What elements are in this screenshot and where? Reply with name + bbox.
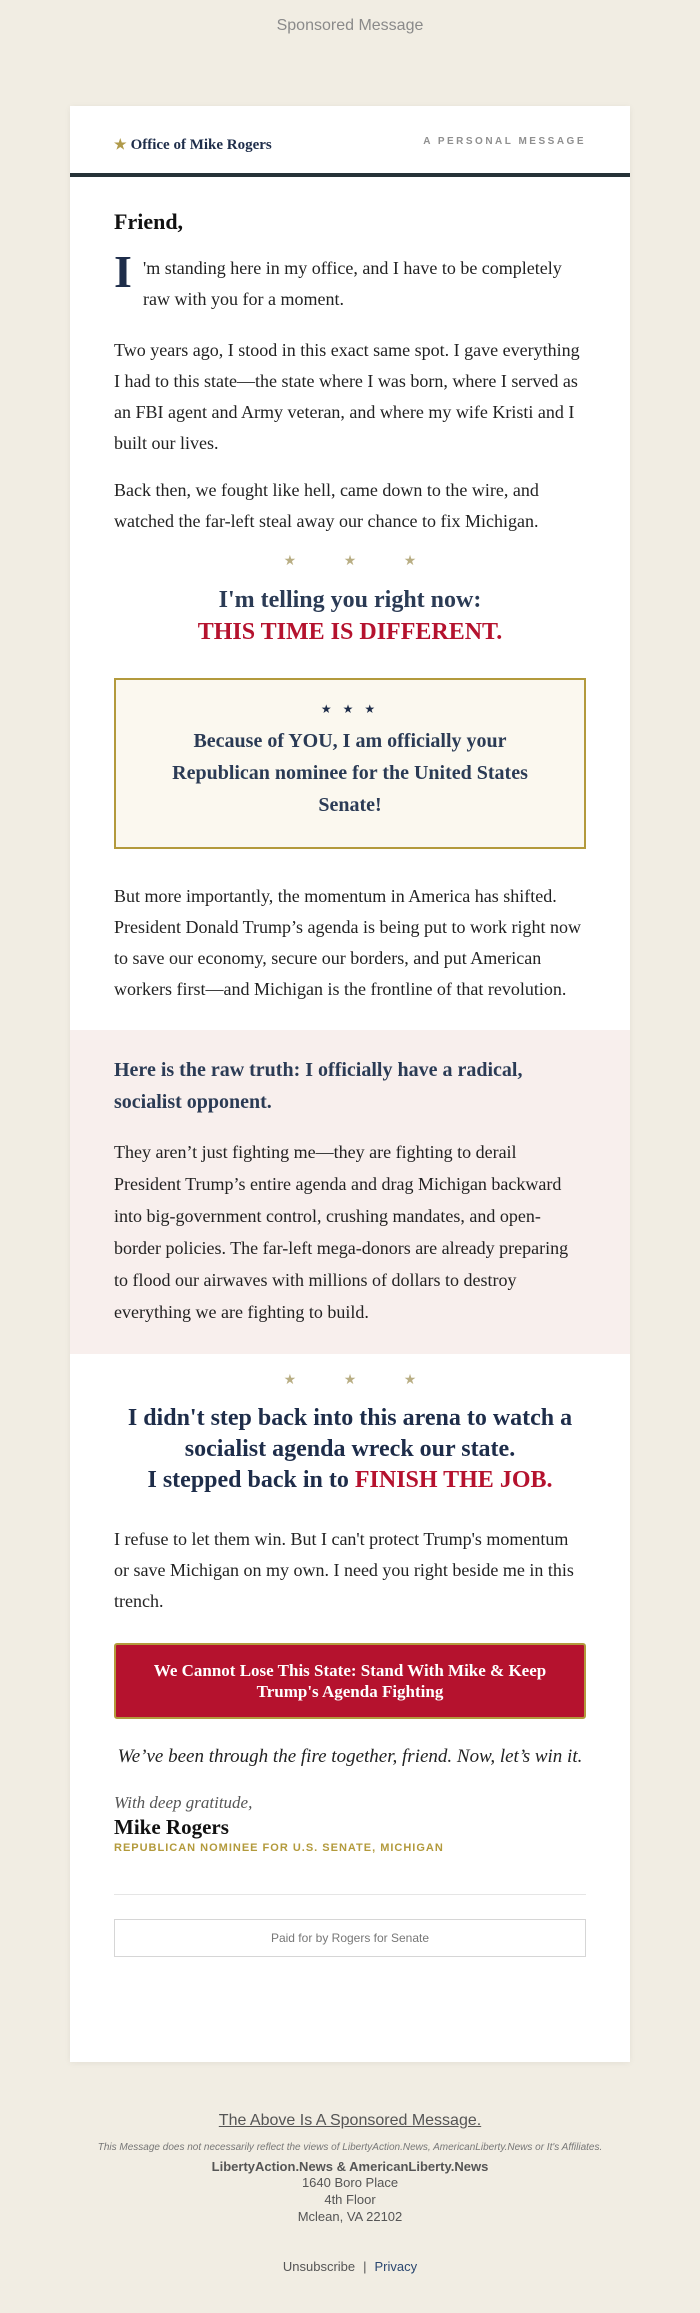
headline2-line-2 — [114, 1465, 586, 1496]
paragraph-momentum: But more importantly, the momentum in America has shifted. President Donald Trump’s agenda is being put to work right now to save our economy, secure our borders, and put American workers first—and Michigan is the frontline of that revolution. — [114, 886, 581, 999]
headline2-line-2-text: I stepped back in to — [147, 1467, 349, 1493]
raw-truth-body: They aren’t just fighting me—they are fighting to derail President Trump’s entire agenda and drag Michigan backward into big-government control, crushing mandates, and open-border policies. The far-left mega-donors are already preparing to flood our airwaves with millions of dollars to destroy everything we are fighting to build. — [114, 1142, 569, 1322]
intro-text: 'm standing here in my office, and I have to be completely raw with you for a moment. — [143, 258, 562, 309]
drop-cap: I — [114, 246, 132, 297]
email-header — [70, 106, 630, 177]
closing-line: We’ve been through the fire together, friend. Now, let’s win it. — [117, 1746, 583, 1767]
footer-disclaimer: This Message does not necessarily reflect the views of LibertyAction.News, AmericanLiberty.News or It's Affiliates. — [97, 2142, 603, 2153]
privacy-link[interactable]: Privacy — [374, 2259, 418, 2274]
paid-for-disclaimer: Paid for by Rogers for Senate — [114, 1919, 586, 1957]
signature-name: Mike Rogers — [114, 1815, 229, 1839]
footer-address-line-2: 4th Floor — [324, 2192, 376, 2207]
intro-paragraph — [114, 246, 586, 315]
sponsored-message-link[interactable]: The Above Is A Sponsored Message. — [218, 2112, 482, 2129]
finish-the-job-text: FINISH THE JOB. — [354, 1467, 553, 1493]
callout-text: Because of YOU, I am officially your Republican nominee for the United States Senate! — [172, 730, 528, 816]
headline2-line-1: I didn't step back into this arena to watch a socialist agenda wreck our state. — [127, 1405, 573, 1462]
paragraph-refuse: I refuse to let them win. But I can't protect Trump's momentum or save Michigan on my own. I need you right beside me in this trench. — [114, 1529, 574, 1611]
headline-line-1: I'm telling you right now: — [218, 587, 482, 613]
gratitude-line: With deep gratitude, — [114, 1793, 253, 1812]
stand-with-mike-button[interactable]: We Cannot Lose This State: Stand With Mike & Keep Trump's Agenda Fighting — [114, 1643, 586, 1719]
star-divider: ★ ★ ★ — [283, 554, 439, 569]
signature-title: REPUBLICAN NOMINEE FOR U.S. SENATE, MICHIGAN — [114, 1842, 444, 1854]
sponsored-message-label: Sponsored Message — [276, 17, 424, 34]
personal-message-tag: A PERSONAL MESSAGE — [423, 136, 586, 147]
brand-name: Office of Mike Rogers — [130, 137, 272, 153]
star-icon: ★ — [114, 138, 127, 153]
raw-truth-panel — [70, 1030, 630, 1354]
unsubscribe-link[interactable]: Unsubscribe — [282, 2259, 356, 2274]
salutation: Friend, — [114, 209, 184, 234]
headline-this-time — [114, 584, 586, 648]
footer-address-line-1: 1640 Boro Place — [301, 2175, 399, 2190]
email-card — [70, 106, 630, 2062]
footer-address-line-3: Mclean, VA 22102 — [297, 2209, 403, 2224]
footer-separator: | — [363, 2259, 367, 2274]
footer — [0, 2112, 700, 2274]
nominee-callout-box — [114, 678, 586, 849]
divider — [114, 1894, 586, 1895]
raw-truth-title: Here is the raw truth: I officially have a radical, socialist opponent. — [114, 1059, 523, 1113]
star-divider-2: ★ ★ ★ — [283, 1373, 439, 1388]
letter-body — [70, 209, 630, 1957]
footer-company: LibertyAction.News & AmericanLiberty.News — [211, 2159, 489, 2174]
headline-finish-the-job — [114, 1403, 586, 1496]
paragraph-back-then: Back then, we fought like hell, came down to the wire, and watched the far-left steal away our chance to fix Michigan. — [114, 480, 539, 531]
callout-stars: ★ ★ ★ — [320, 702, 380, 716]
headline-line-2: THIS TIME IS DIFFERENT. — [197, 619, 503, 645]
brand — [114, 137, 272, 154]
footer-links — [0, 2259, 700, 2274]
paragraph-two-years-ago: Two years ago, I stood in this exact same spot. I gave everything I had to this state—the state where I was born, where I served as an FBI agent and Army veteran, and where my wife Kristi and I built our lives. — [114, 340, 580, 453]
